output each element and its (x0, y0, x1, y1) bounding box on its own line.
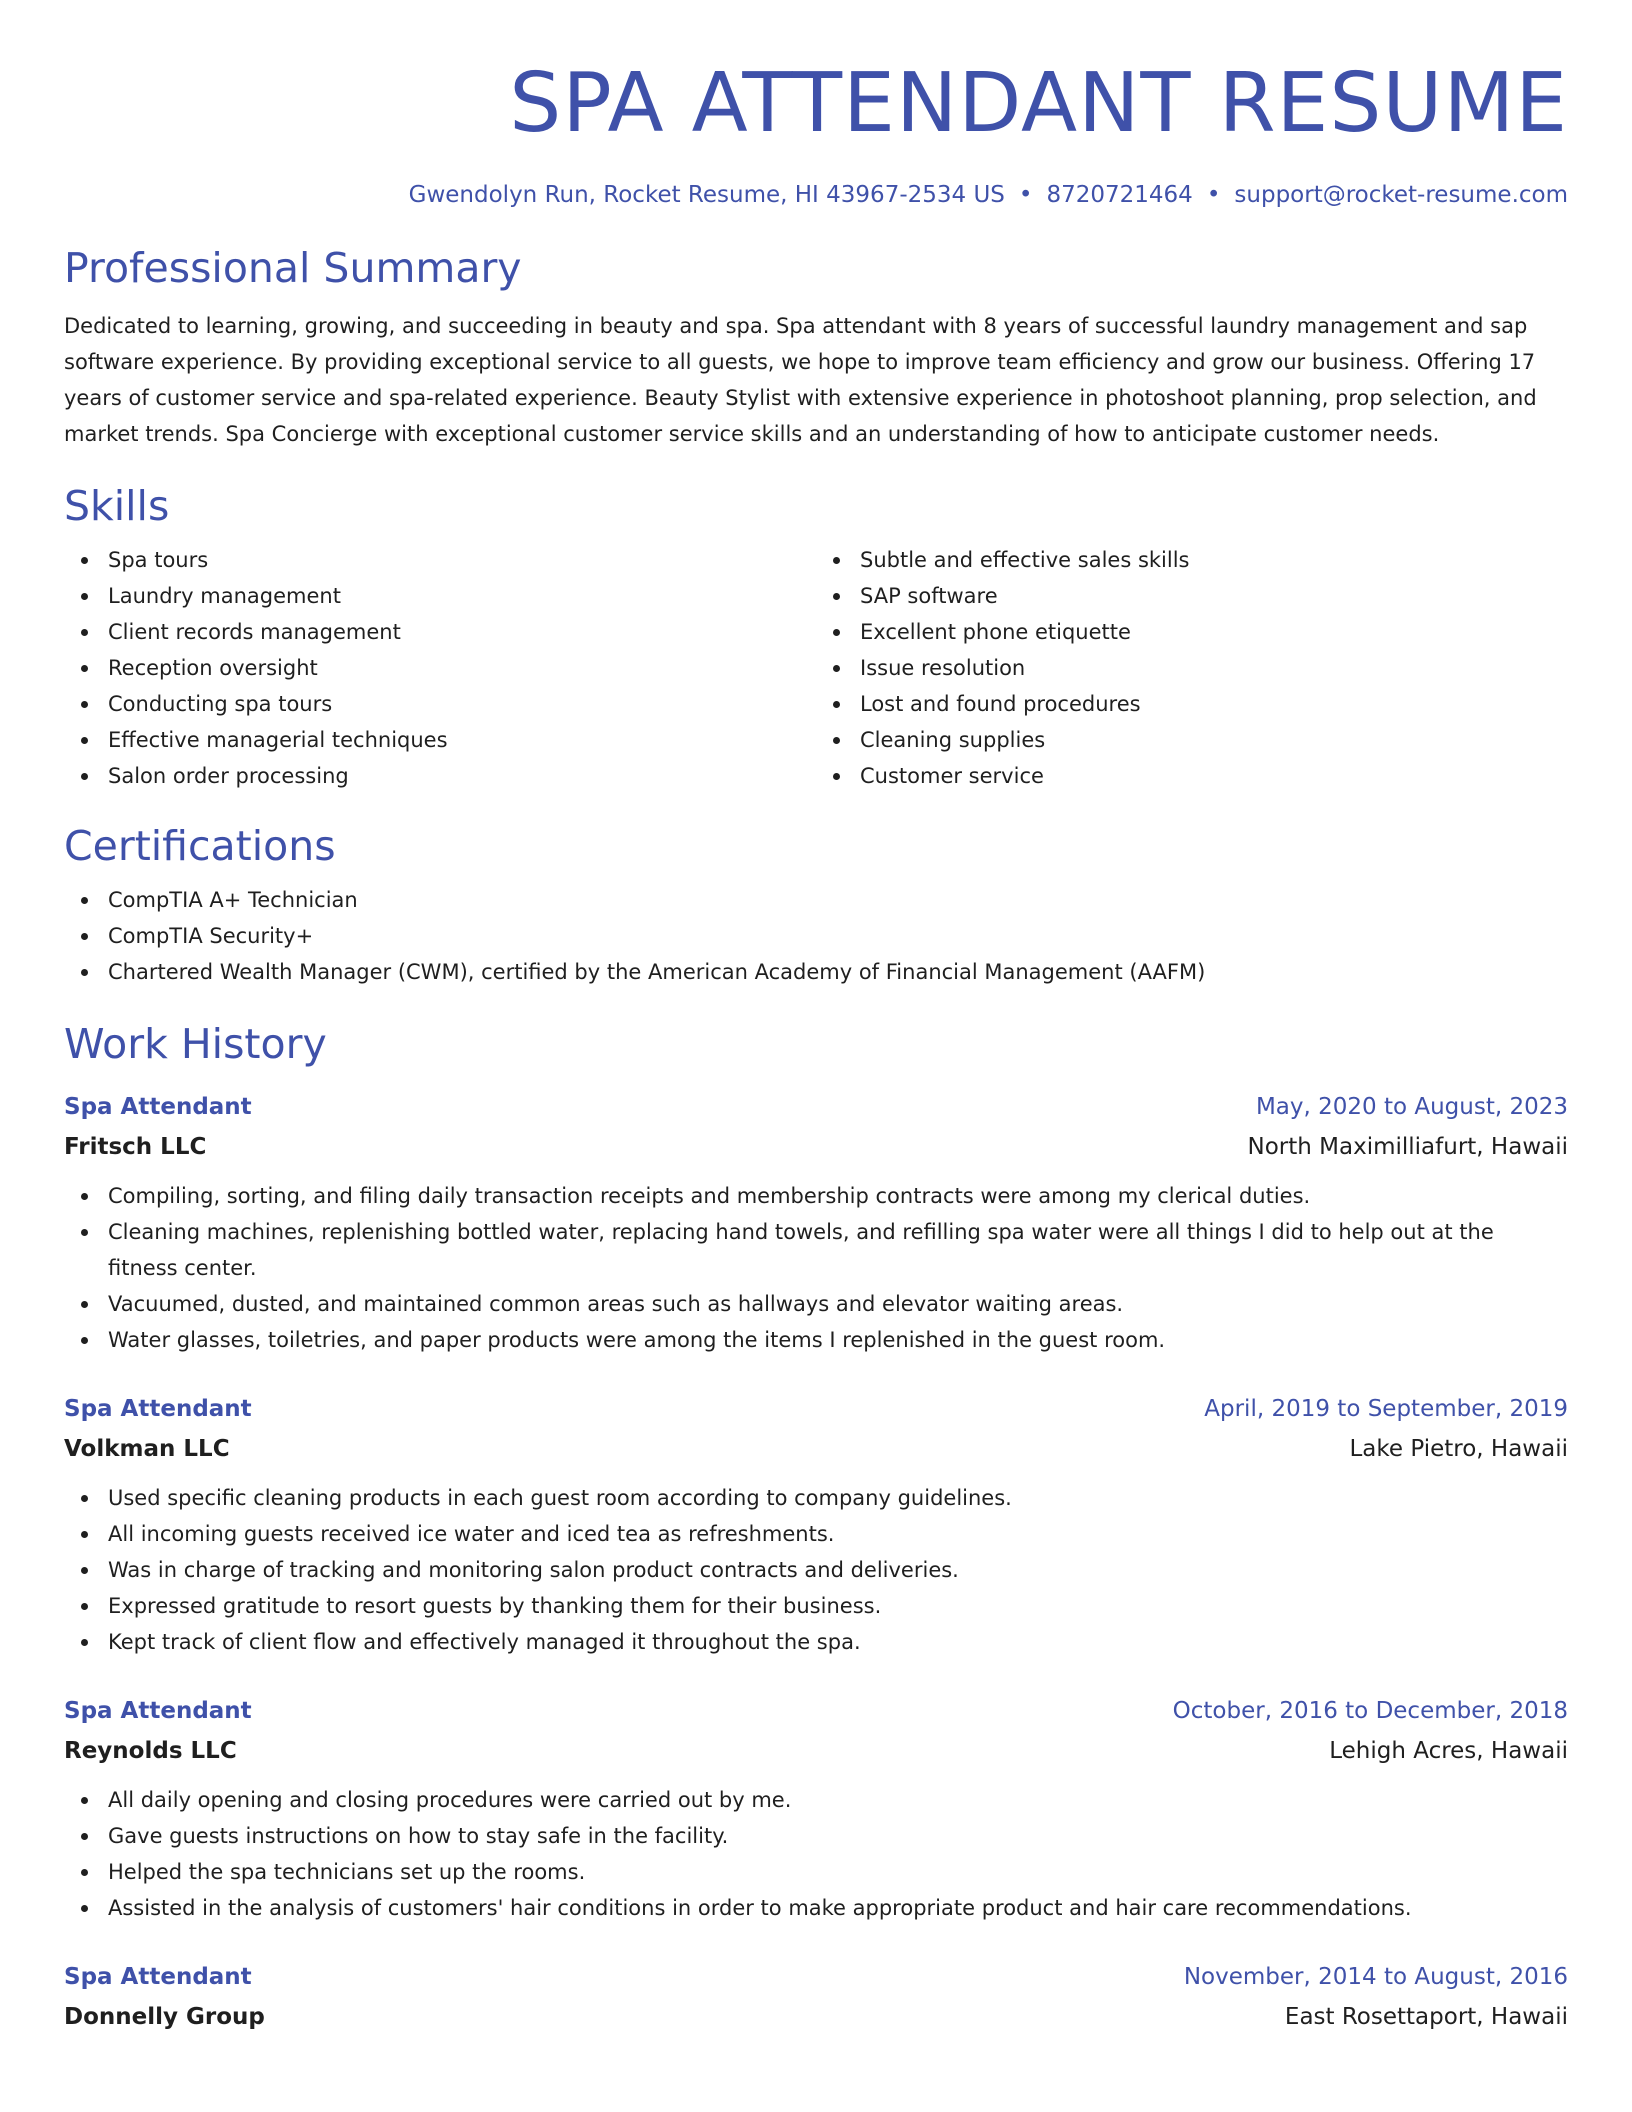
job-location: East Rosettaport, Hawaii (1284, 2004, 1568, 2030)
job-title-row (64, 1960, 1568, 1994)
job-entry (64, 1960, 1568, 2034)
skill-item: Cleaning supplies (816, 722, 1568, 758)
skills-columns (64, 542, 1568, 794)
skill-item: SAP software (816, 578, 1568, 614)
job-dates: November, 2014 to August, 2016 (1183, 1964, 1568, 1990)
skill-item: Subtle and effective sales skills (816, 542, 1568, 578)
job-company-row (64, 1130, 1568, 1164)
certifications-list (64, 882, 1568, 990)
certification-item: Chartered Wealth Manager (CWM), certified by the American Academy of Financial Management (AAFM) (64, 954, 1568, 990)
job-company: Fritsch LLC (64, 1134, 207, 1160)
job-dates: April, 2019 to September, 2019 (1204, 1396, 1568, 1422)
contact-line (64, 180, 1568, 210)
skills-list-left (64, 542, 816, 794)
skill-item: Excellent phone etiquette (816, 614, 1568, 650)
certifications-heading: Certifications (64, 822, 336, 870)
job-duties-list (64, 1178, 1568, 1358)
job-duty: Kept track of client flow and effectively managed it throughout the spa. (64, 1624, 1568, 1660)
job-duties-list (64, 1782, 1568, 1926)
job-duty: Helped the spa technicians set up the rooms. (64, 1854, 1568, 1890)
job-dates: May, 2020 to August, 2023 (1255, 1094, 1568, 1120)
job-company: Donnelly Group (64, 2004, 265, 2030)
contact-separator: • (1206, 182, 1221, 208)
job-title-row (64, 1694, 1568, 1728)
contact-address: Gwendolyn Run, Rocket Resume, HI 43967-2534 US (408, 182, 1005, 208)
job-dates: October, 2016 to December, 2018 (1172, 1698, 1568, 1724)
skill-item: Issue resolution (816, 650, 1568, 686)
job-location: North Maximilliafurt, Hawaii (1247, 1134, 1568, 1160)
summary-heading: Professional Summary (64, 244, 522, 292)
job-entry (64, 1392, 1568, 1660)
skills-heading: Skills (64, 482, 170, 530)
job-location: Lehigh Acres, Hawaii (1329, 1738, 1568, 1764)
job-duty: Cleaning machines, replenishing bottled water, replacing hand towels, and refilling spa water were all things I did to help out at the fitness center. (64, 1214, 1568, 1286)
job-entry (64, 1694, 1568, 1926)
job-company-row (64, 2000, 1568, 2034)
skill-item: Effective managerial techniques (64, 722, 816, 758)
summary-text: Dedicated to learning, growing, and succeeding in beauty and spa. Spa attendant with 8 years of successful laundry management and sap software experience. By providing exceptional service to all guests, we hope to improve team efficiency and grow our business. Offering 17 years of customer service and spa-related experience. Beauty Stylist with extensive experience in photoshoot planning, prop selection, and market trends. Spa Concierge with exceptional customer service skills and an understanding of how to anticipate customer needs. (64, 314, 1537, 446)
job-entry (64, 1090, 1568, 1358)
job-location: Lake Pietro, Hawaii (1349, 1436, 1568, 1462)
skill-item: Customer service (816, 758, 1568, 794)
contact-separator: • (1018, 182, 1033, 208)
job-duty: Expressed gratitude to resort guests by thanking them for their business. (64, 1588, 1568, 1624)
skill-item: Spa tours (64, 542, 816, 578)
job-title: Spa Attendant (64, 1094, 252, 1120)
certification-item: CompTIA Security+ (64, 918, 1568, 954)
job-duties-list (64, 1480, 1568, 1660)
skill-item: Salon order processing (64, 758, 816, 794)
job-duty: Water glasses, toiletries, and paper products were among the items I replenished in the guest room. (64, 1322, 1568, 1358)
resume-title: SPA ATTENDANT RESUME (509, 56, 1568, 151)
job-company: Volkman LLC (64, 1436, 230, 1462)
skill-item: Laundry management (64, 578, 816, 614)
job-title: Spa Attendant (64, 1396, 252, 1422)
skill-item: Client records management (64, 614, 816, 650)
job-company-row (64, 1432, 1568, 1466)
job-duty: Assisted in the analysis of customers' hair conditions in order to make appropriate product and hair care recommendations. (64, 1890, 1568, 1926)
job-title-row (64, 1090, 1568, 1124)
work-history-heading: Work History (64, 1020, 327, 1068)
job-duty: Gave guests instructions on how to stay safe in the facility. (64, 1818, 1568, 1854)
job-company: Reynolds LLC (64, 1738, 237, 1764)
job-duty: All daily opening and closing procedures were carried out by me. (64, 1782, 1568, 1818)
contact-phone: 8720721464 (1046, 182, 1193, 208)
job-duty: Used specific cleaning products in each guest room according to company guidelines. (64, 1480, 1568, 1516)
contact-email: support@rocket-resume.com (1234, 182, 1568, 208)
job-duty: Was in charge of tracking and monitoring salon product contracts and deliveries. (64, 1552, 1568, 1588)
job-company-row (64, 1734, 1568, 1768)
certification-item: CompTIA A+ Technician (64, 882, 1568, 918)
job-duty: Vacuumed, dusted, and maintained common areas such as hallways and elevator waiting areas. (64, 1286, 1568, 1322)
skill-item: Reception oversight (64, 650, 816, 686)
job-title: Spa Attendant (64, 1964, 252, 1990)
skills-list-right (816, 542, 1568, 794)
job-title: Spa Attendant (64, 1698, 252, 1724)
job-duty: All incoming guests received ice water and iced tea as refreshments. (64, 1516, 1568, 1552)
job-title-row (64, 1392, 1568, 1426)
job-duty: Compiling, sorting, and filing daily transaction receipts and membership contracts were among my clerical duties. (64, 1178, 1568, 1214)
skill-item: Conducting spa tours (64, 686, 816, 722)
skill-item: Lost and found procedures (816, 686, 1568, 722)
